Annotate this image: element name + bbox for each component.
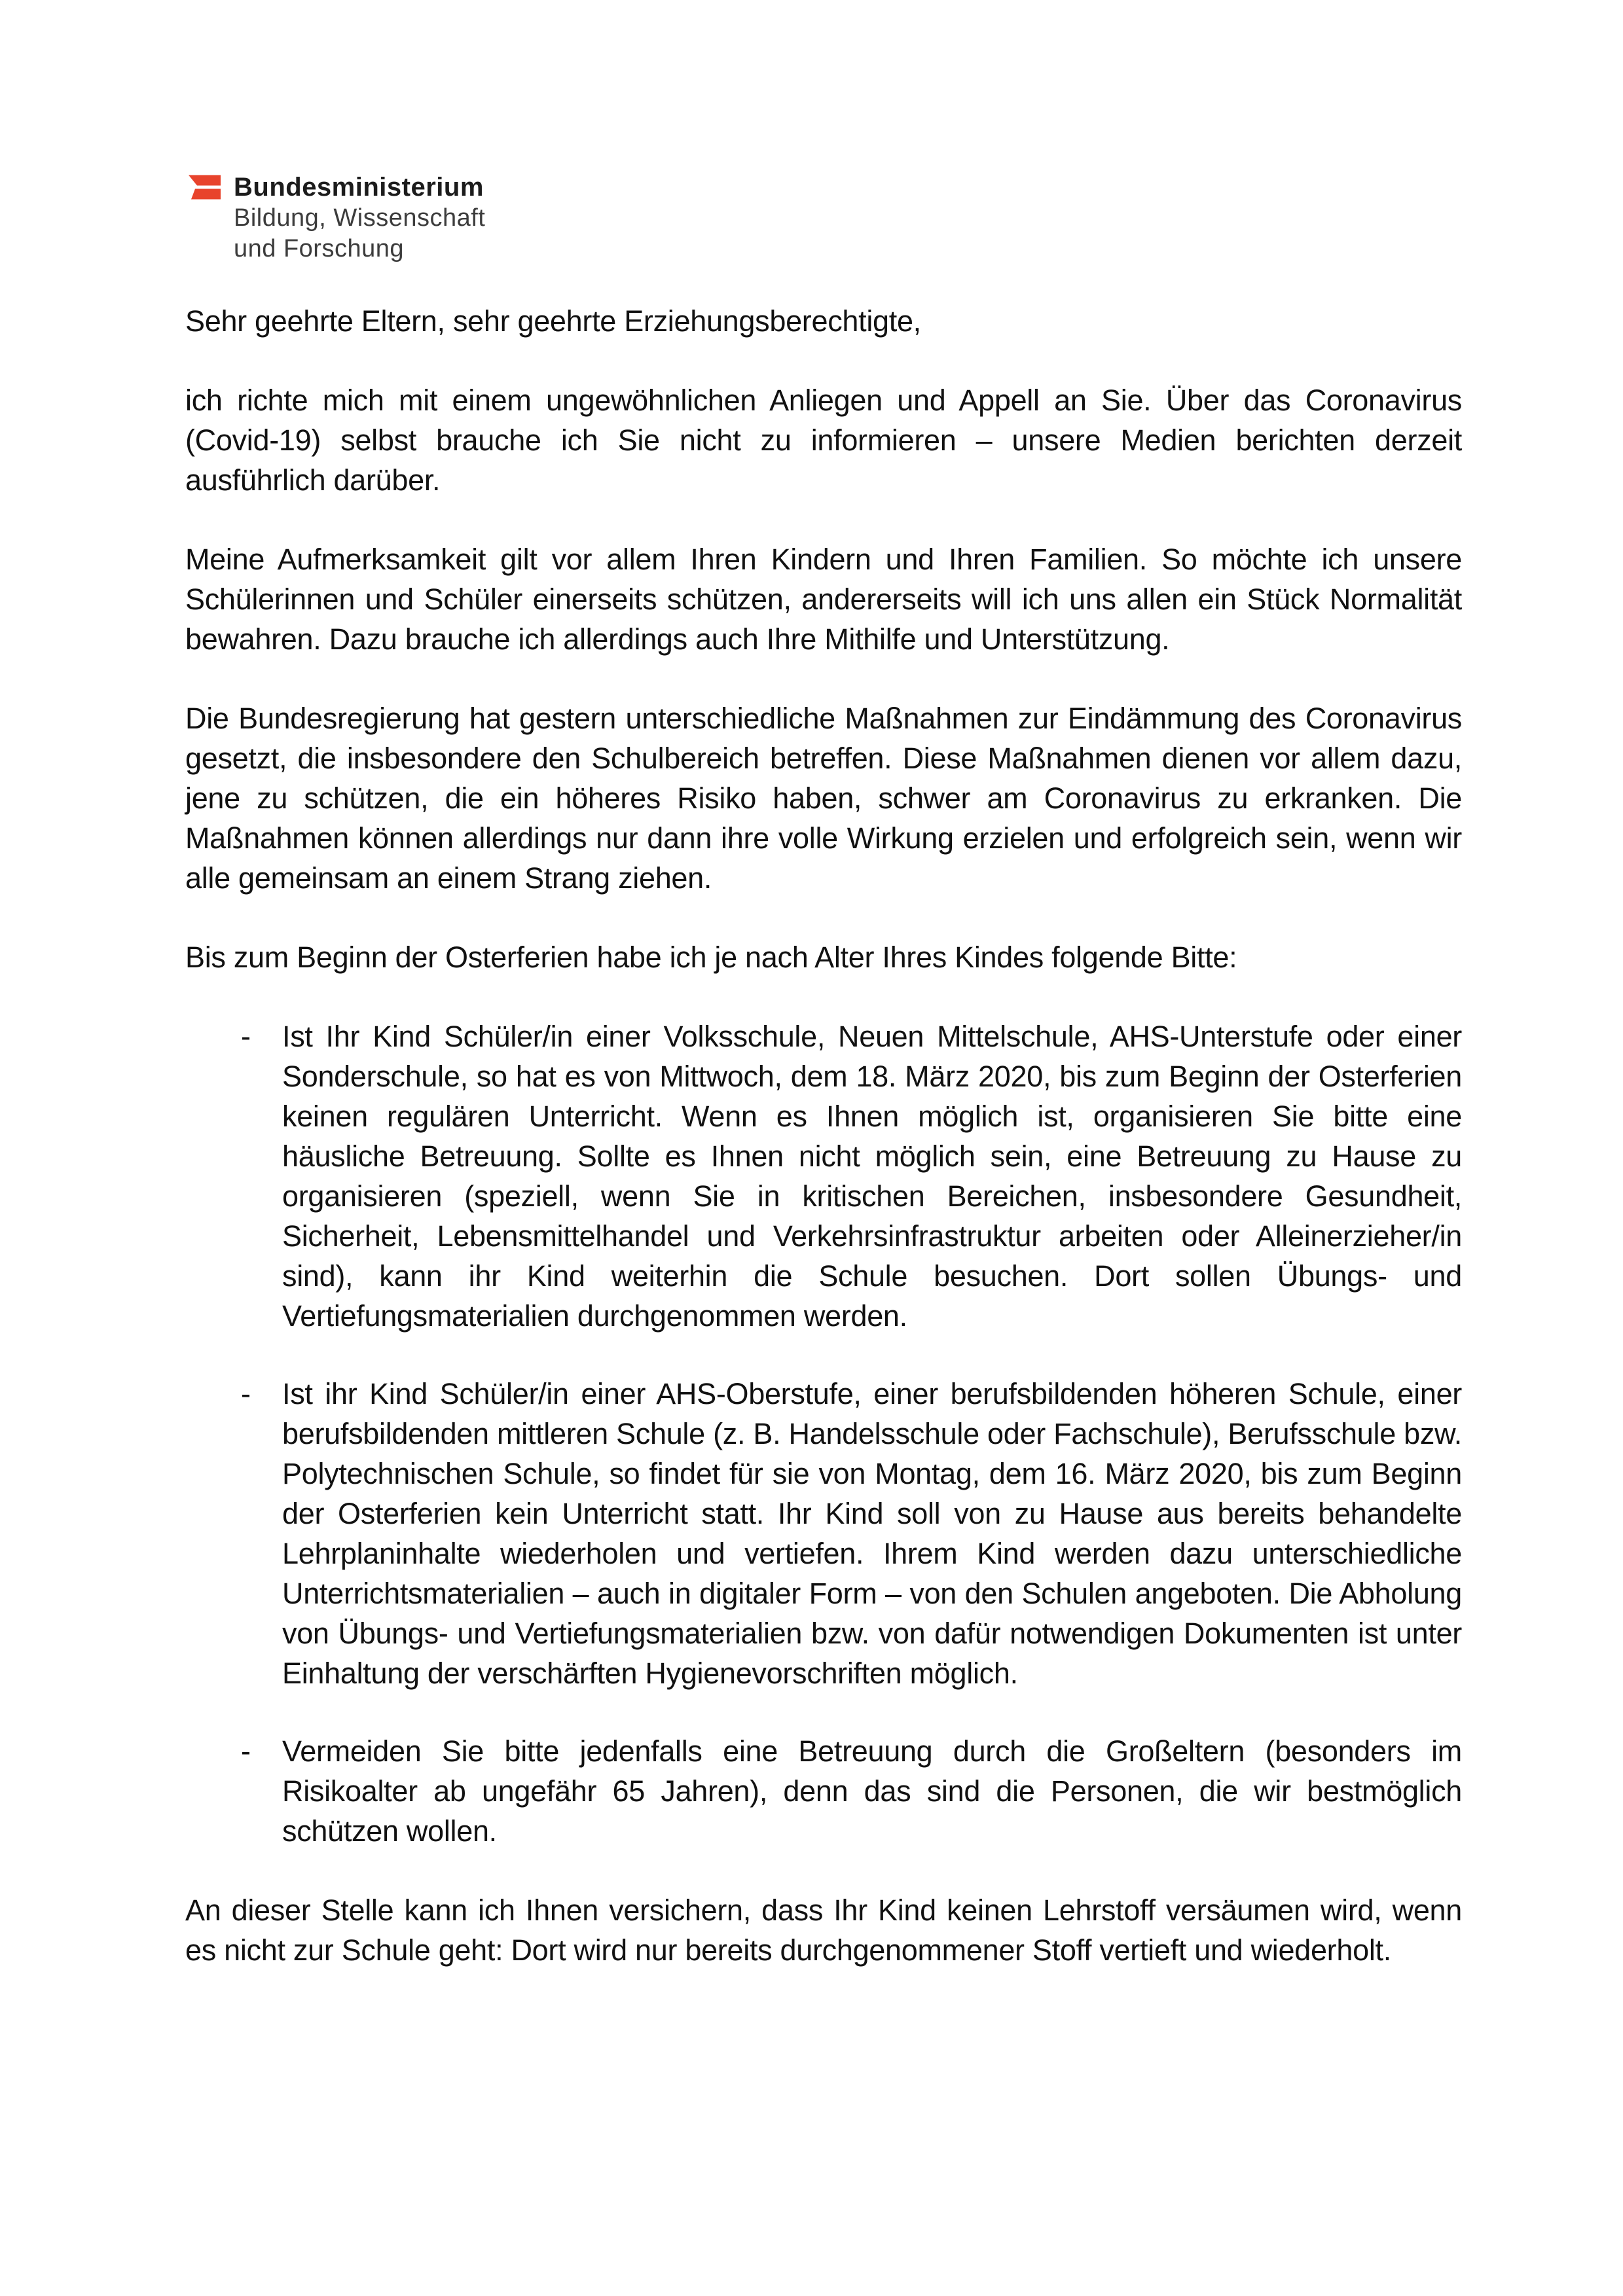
bullet-marker: - [241, 1734, 251, 1768]
letter-body [185, 301, 1462, 2009]
paragraph-measures: Die Bundesregierung hat gestern unterschiedliche Maßnahmen zur Eindämmung des Coronavirus gesetzt, die insbesondere den Schulbereich betreffen. Diese Maßnahmen dienen vor allem dazu, jene zu schützen, die ein höheres Risiko haben, schwer am Coronavirus zu erkranken. Die Maßnahmen können allerdings nur dann ihre volle Wirkung erzielen und erfolgreich sein, wenn wir alle gemeinsam an einem Strang ziehen. [185, 702, 1462, 895]
bullet-text: Vermeiden Sie bitte jedenfalls eine Betreuung durch die Großeltern (besonders im Risikoalter ab ungefähr 65 Jahren), denn das sind die Personen, die wir bestmöglich schützen wollen. [282, 1734, 1462, 1848]
list-item-volksschule [185, 1016, 1462, 1336]
ministry-logo-text [234, 171, 485, 264]
list-item-grosseltern [185, 1731, 1462, 1851]
bullet-marker: - [241, 1020, 251, 1053]
list-item-oberstufe [185, 1374, 1462, 1693]
ministry-department-line2: und Forschung [234, 235, 404, 262]
austrian-flag-icon [188, 175, 221, 200]
bullet-text: Ist ihr Kind Schüler/in einer AHS-Oberstufe, einer berufsbildenden höheren Schule, einer berufsbildenden mittleren Schule (z. B. Handelsschule oder Fachschule), Berufsschule bzw. Polytechnischen Schule, so findet für sie von Montag, dem 16. März 2020, bis zum Beginn der Osterferien kein Unterricht statt. Ihr Kind soll von zu Hause aus bereits behandelte Lehrplaninhalte wiederholen und vertiefen. Ihrem Kind werden dazu unterschiedliche Unterrichtsmaterialien – auch in digitaler Form – von den Schulen angeboten. Die Abholung von Übungs- und Vertiefungsmaterialien bzw. von dafür notwendigen Dokumenten ist unter Einhaltung der verschärften Hygienevorschriften möglich. [282, 1377, 1462, 1690]
bullet-list [185, 1016, 1462, 1851]
salutation: Sehr geehrte Eltern, sehr geehrte Erziehungsberechtigte, [185, 304, 921, 338]
closing-paragraph: An dieser Stelle kann ich Ihnen versichern, dass Ihr Kind keinen Lehrstoff versäumen wird, wenn es nicht zur Schule geht: Dort wird nur bereits durchgenommener Stoff vertieft und wiederholt. [185, 1893, 1462, 1967]
paragraph-appeal: ich richte mich mit einem ungewöhnlichen Anliegen und Appell an Sie. Über das Coronavirus (Covid-19) selbst brauche ich Sie nicht zu informieren – unsere Medien berichten derzeit ausführlich darüber. [185, 384, 1462, 497]
ministry-department-line1: Bildung, Wissenschaft [234, 204, 486, 232]
paragraph-attention: Meine Aufmerksamkeit gilt vor allem Ihren Kindern und Ihren Familien. So möchte ich unsere Schülerinnen und Schüler einerseits schützen, andererseits will ich uns allen ein Stück Normalität bewahren. Dazu brauche ich allerdings auch Ihre Mithilfe und Unterstützung. [185, 543, 1462, 656]
ministry-name: Bundesministerium [234, 173, 484, 202]
ministry-logo [188, 171, 485, 264]
bullet-text: Ist Ihr Kind Schüler/in einer Volksschule, Neuen Mittelschule, AHS-Unterstufe oder einer Sonderschule, so hat es von Mittwoch, dem 18. März 2020, bis zum Beginn der Osterferien keinen regulären Unterricht. Wenn es Ihnen möglich ist, organisieren Sie bitte eine häusliche Betreuung. Sollte es Ihnen nicht möglich sein, eine Betreuung zu Hause zu organisieren (speziell, wenn Sie in kritischen Bereichen, insbesondere Gesundheit, Sicherheit, Lebensmittelhandel und Verkehrsinfrastruktur arbeiten oder Alleinerzieher/in sind), kann ihr Kind weiterhin die Schule besuchen. Dort sollen Übungs- und Vertiefungsmaterialien durchgenommen werden. [282, 1020, 1462, 1333]
bullet-marker: - [241, 1377, 251, 1410]
list-intro: Bis zum Beginn der Osterferien habe ich je nach Alter Ihres Kindes folgende Bitte: [185, 941, 1237, 974]
